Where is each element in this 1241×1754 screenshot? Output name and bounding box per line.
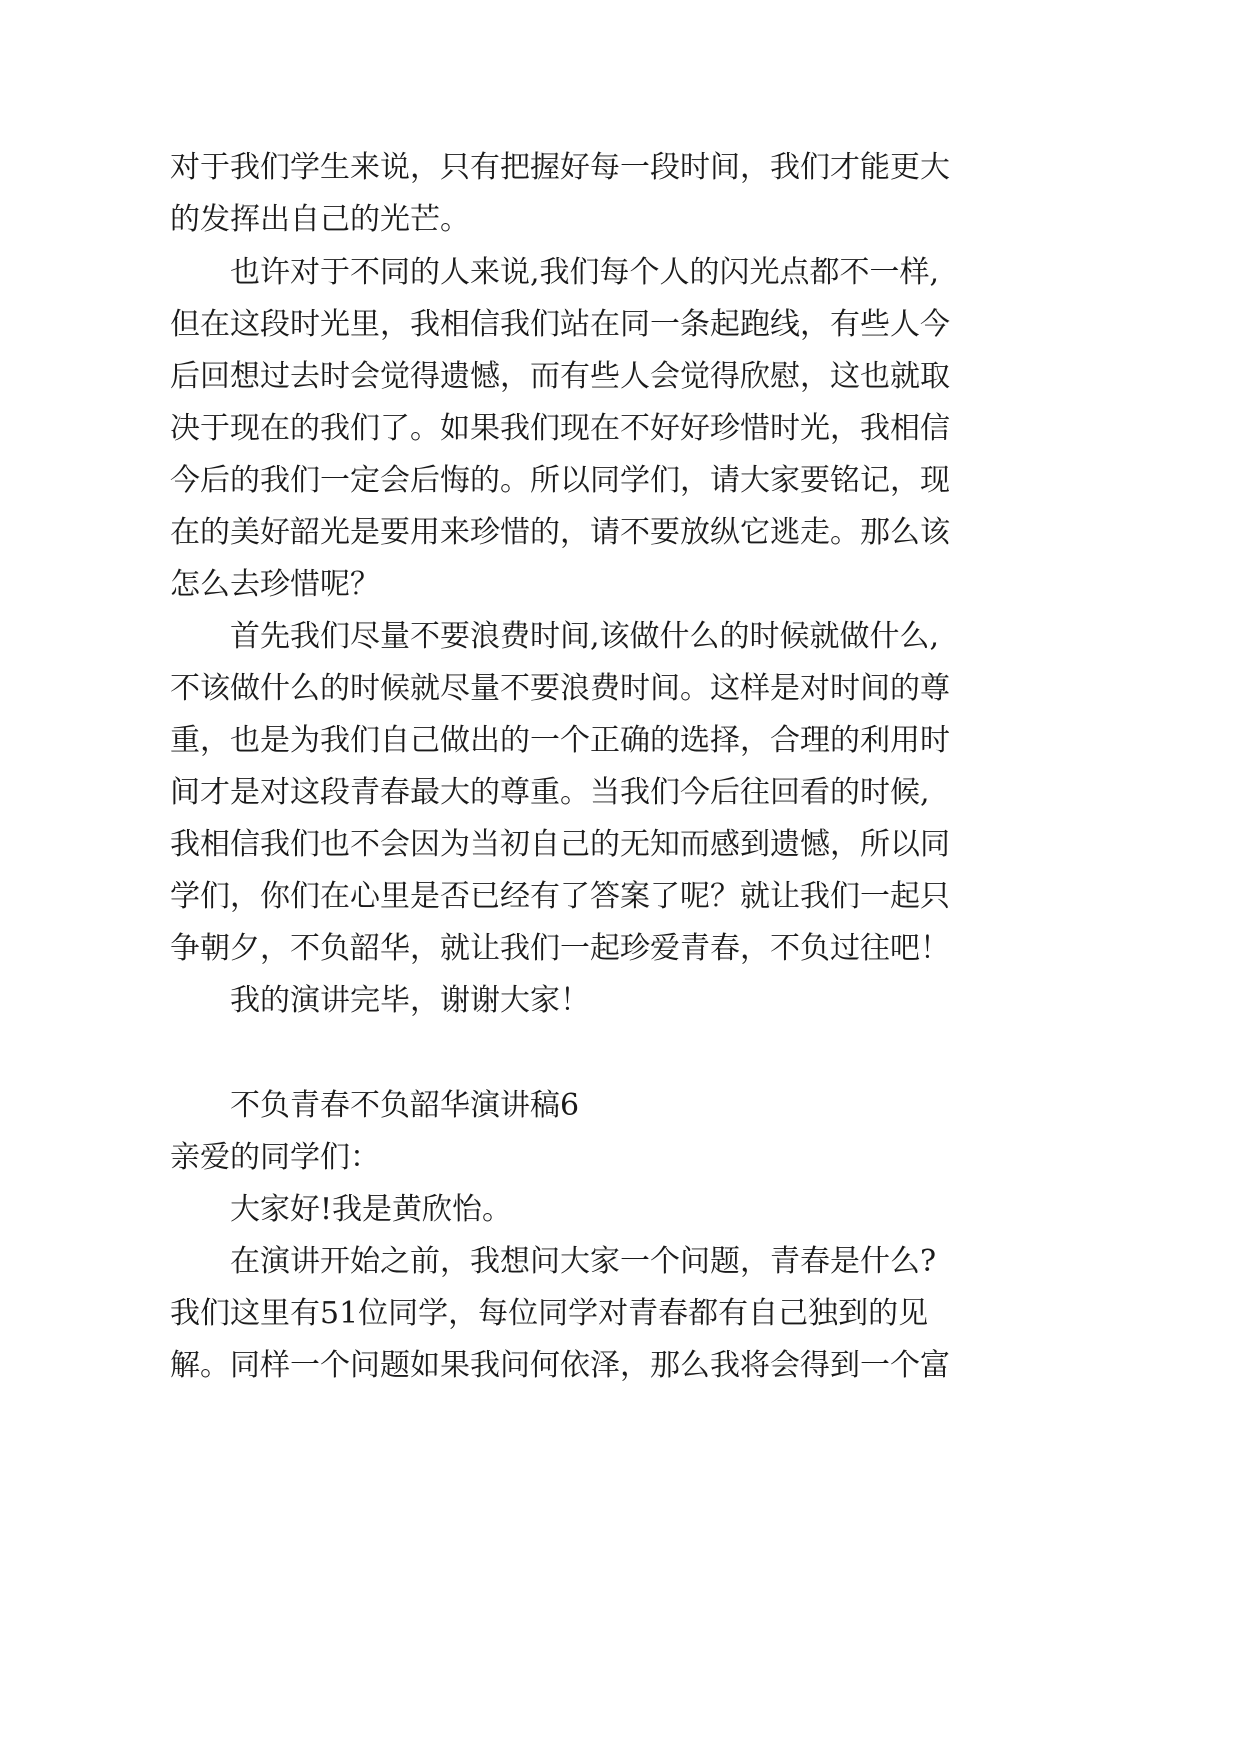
body-text-line: 间才是对这段青春最大的尊重。当我们今后往回看的时候, [170,775,930,810]
paragraph-start-line: 首先我们尽量不要浪费时间,该做什么的时候就做什么, [230,619,940,654]
body-text-line: 对于我们学生来说，只有把握好每一段时间，我们才能更大 [170,150,950,185]
closing-line: 我的演讲完毕，谢谢大家！ [230,983,590,1018]
body-text-line: 但在这段时光里，我相信我们站在同一条起跑线，有些人今 [170,307,950,342]
body-text-line: 我相信我们也不会因为当初自己的无知而感到遗憾，所以同 [170,827,950,862]
paragraph-start-line: 在演讲开始之前，我想问大家一个问题，青春是什么? [230,1244,937,1279]
body-text-line: 争朝夕，不负韶华，就让我们一起珍爱青春，不负过往吧！ [170,931,950,966]
paragraph-start-line: 也许对于不同的人来说,我们每个人的闪光点都不一样, [230,255,940,290]
body-text-line: 不该做什么的时候就尽量不要浪费时间。这样是对时间的尊 [170,671,950,706]
body-text-line: 后回想过去时会觉得遗憾，而有些人会觉得欣慰，这也就取 [170,359,950,394]
body-text-line: 怎么去珍惜呢？ [170,567,380,602]
body-text-line: 的发挥出自己的光芒。 [170,202,470,237]
body-text-line: 学们，你们在心里是否已经有了答案了呢？就让我们一起只 [170,879,950,914]
section-heading: 不负青春不负韶华演讲稿6 [230,1088,580,1123]
body-text-line: 决于现在的我们了。如果我们现在不好好珍惜时光，我相信 [170,411,950,446]
greeting-line: 大家好!我是黄欣怡。 [230,1192,513,1227]
body-text-line: 解。同样一个问题如果我问何依泽，那么我将会得到一个富 [170,1348,950,1383]
salutation-line: 亲爱的同学们： [170,1140,380,1175]
body-text-line: 我们这里有51位同学，每位同学对青春都有自己独到的见 [170,1296,929,1331]
body-text-line: 重，也是为我们自己做出的一个正确的选择，合理的利用时 [170,723,950,758]
body-text-line: 今后的我们一定会后悔的。所以同学们，请大家要铭记，现 [170,463,950,498]
body-text-line: 在的美好韶光是要用来珍惜的，请不要放纵它逃走。那么该 [170,515,950,550]
